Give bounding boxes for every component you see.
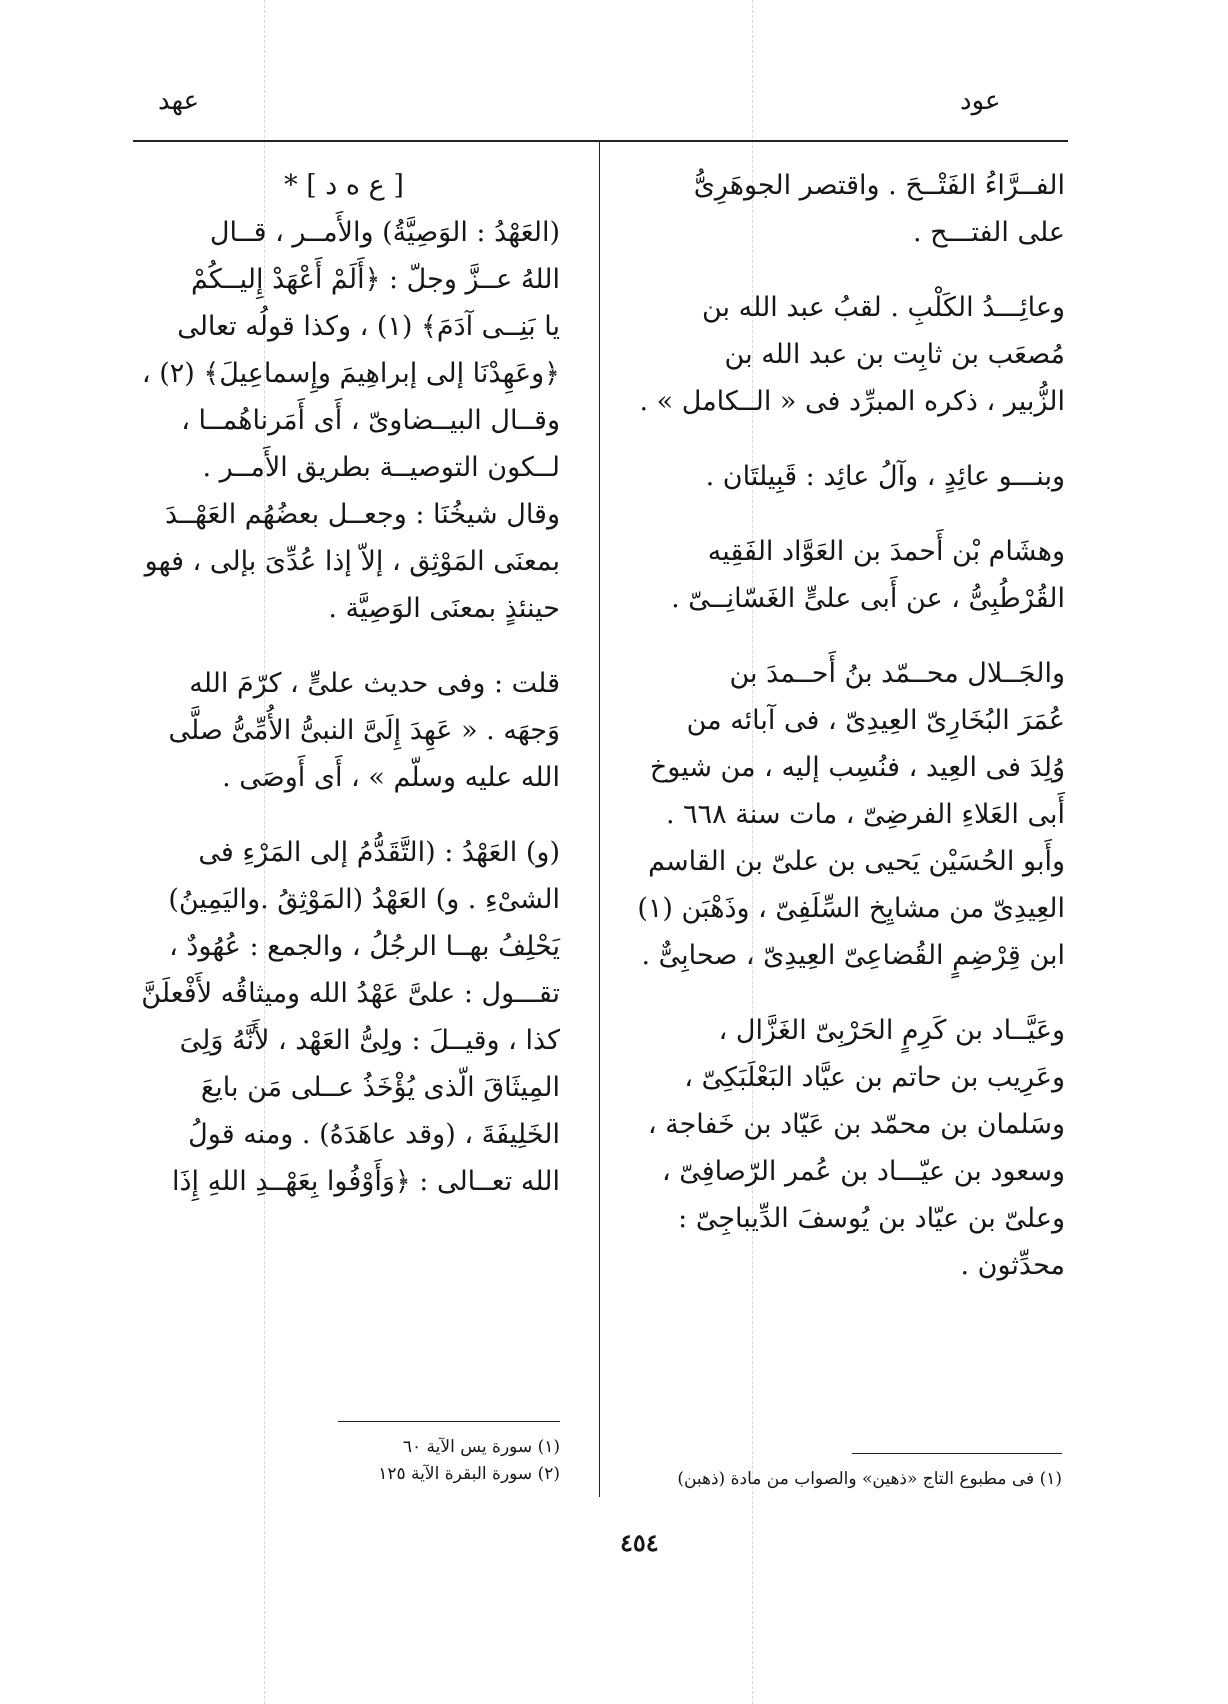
text-line: (و) العَهْدُ : (التَّقَدُّمُ إلى المَرْءِ فى (198, 837, 560, 868)
text-line: وَجهَه . « عَهِدَ إِلَىَّ النبىُّ الأُمِّىُّ صلَّى (168, 715, 560, 746)
text-line: وبنـــو عائِدٍ ، وآلُ عائِد : قَبِيلتَان . (705, 461, 1065, 492)
text-line: حينئذٍ بمعنَى الوَصِيَّة . (328, 593, 560, 624)
text-line: مُصعَب بن ثابِت بن عبد الله بن (724, 339, 1065, 370)
text-line: وعَيَّــاد بن كَرِمٍ الحَرْبِىّ الغَزَّال ، (718, 1015, 1065, 1046)
text-line: بمعنَى المَوْثِق ، إلاّ إذا عُدِّىَ بإلى ، فهو (144, 546, 560, 577)
page-number: ٤٥٤ (620, 1528, 659, 1557)
text-line: الله تعــالى : ﴿وَأَوْفُوا بِعَهْــدِ اللهِ إِذَا (172, 1166, 560, 1197)
text-line: الله عليه وسلّم » ، أَى أَوصَى . (222, 762, 560, 793)
text-line: عُمَرَ البُخَارِىّ العِيدِىّ ، فى آبائه من (686, 705, 1065, 736)
text-line: وعائِـــدُ الكَلْبِ . لقبُ عبد الله بن (702, 292, 1065, 323)
text-line: اللهُ عــزَّ وجلّ : ﴿أَلَمْ أَعْهَدْ إِليــكُمْ (190, 264, 560, 295)
text-line: وعلىّ بن عيّاد بن يُوسفَ الدِّيباجِىّ : (678, 1203, 1065, 1234)
running-header-left: عهد (158, 86, 200, 116)
footnote-rule (852, 1453, 1062, 1454)
text-line: الشىْءِ . و) العَهْدُ (المَوْثِقُ .واليَمِينُ) (168, 884, 560, 915)
text-line: أَبى العَلاءِ الفرضِىّ ، مات سنة ٦٦٨ . (665, 799, 1065, 830)
text-line: الخَلِيفَةَ ، (وقد عاهَدَهُ) . ومنه قولُ (188, 1119, 560, 1150)
left-column (128, 162, 560, 1205)
text-line: يَحْلِفُ بهــا الرجُلُ ، والجمع : عُهُودٌ ، (169, 931, 560, 962)
right-column (635, 162, 1065, 1289)
text-line: وسعود بن عيّـــاد بن عُمر الرّصافِىّ ، (661, 1156, 1065, 1187)
text-line: العِيدِىّ من مشايِخ السِّلَفِىّ ، وذَهْبَن (١) (637, 893, 1065, 924)
text-line: والجَــلال محــمّد بنُ أَحــمدَ بن (729, 658, 1065, 689)
text-line: قلت : وفى حديث علىٍّ ، كرّمَ الله (189, 668, 560, 699)
text-line: الزُّبير ، ذكره المبرِّد فى « الــكامل » . (639, 386, 1065, 417)
text-line: القُرْطُبِىُّ ، عن أَبى علىٍّ الغَسّانِــىّ . (671, 583, 1065, 614)
text-line: ﴿وعَهِدْنَا إلى إبراهِيمَ وإِسماعِيلَ﴾ (٢) ، (141, 358, 560, 389)
running-header-right: عود (960, 86, 1001, 116)
text-line: كذا ، وقيــلَ : ولِىُّ العَهْد ، لأَنَّهُ وَلِىَ (179, 1025, 560, 1056)
text-line: (العَهْدُ : الوَصِيَّةُ) والأَمــر ، قــال (209, 217, 560, 248)
footnote: (٢) سورة البقرة الآية ١٢٥ (378, 1464, 560, 1484)
text-line: تقـــول : علىَّ عَهْدُ الله وميثاقُه لأَفْعلَنَّ (141, 978, 560, 1009)
text-line: يا بَنِــى آدَمَ﴾ (١) ، وكذا قولُه تعالى (177, 311, 560, 342)
text-line: وُلِدَ فى العِيد ، فنُسِب إليه ، من شيوخ (649, 752, 1065, 783)
text-line: الفــرَّاءُ الفَتْــحَ . واقتصر الجوهَرِىُّ (693, 170, 1065, 201)
column-divider (599, 142, 600, 1497)
text-line: ابن قِرْضِمٍ القُضاعِىّ العِيدِىّ ، صحابِىٌّ . (641, 940, 1065, 971)
header-rule (133, 140, 1068, 142)
text-line: لــكون التوصيــة بطريق الأَمــر . (202, 452, 560, 483)
text-line: وعَرِيب بن حاتم بن عيَّاد البَعْلَبَكِىّ ، (684, 1062, 1065, 1093)
footnote-rule (338, 1421, 560, 1422)
footnotes-left (270, 1434, 560, 1488)
text-line: المِيثَاقَ الّذى يُؤْخَذُ عــلى مَن بايعَ (200, 1072, 560, 1103)
text-line: وقال شيخُنَا : وجعــل بعضُهُم العَهْــدَ (165, 499, 560, 530)
text-line: محدِّثون . (960, 1250, 1065, 1281)
text-line: وهشَام بْن أَحمدَ بن العَوَّاد الفَقِيه (707, 536, 1065, 567)
footnote-right: (١) فى مطبوع التاج «ذهين» والصواب من مادة (ذهبن) (677, 1469, 1062, 1489)
text-line: وأَبو الحُسَيْن يَحيى بن علىّ بن القاسم (648, 846, 1065, 877)
text-line: على الفتـــح . (913, 217, 1065, 248)
text-line: وقــال البيــضاوىّ ، أَى أَمَرناهُمــا ، (181, 405, 560, 436)
entry-heading: [ ع ه د ] * (284, 170, 404, 201)
text-line: وسَلمان بن محمّد بن عَيّاد بن خَفاجة ، (647, 1109, 1065, 1140)
footnote: (١) سورة يس الآية ٦٠ (402, 1437, 560, 1457)
